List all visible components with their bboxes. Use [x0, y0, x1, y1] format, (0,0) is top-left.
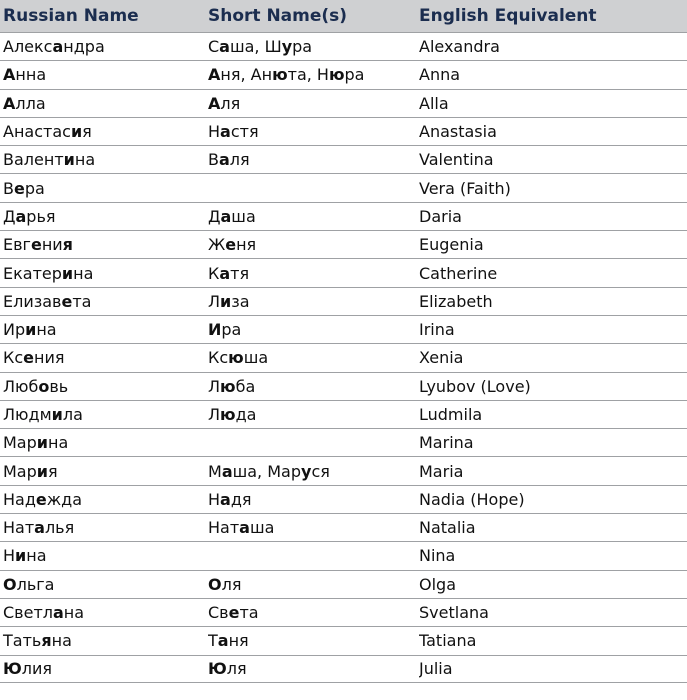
short-name-cell: Саша, Шура [208, 37, 313, 57]
short-name-cell: Валя [208, 150, 250, 170]
stressed-letter: а [34, 518, 45, 538]
stressed-letter: ю [228, 348, 244, 368]
stressed-letter: а [52, 37, 64, 57]
table-row [0, 513, 687, 541]
header-english-equivalent: English Equivalent [419, 6, 597, 26]
stressed-letter: и [36, 461, 48, 481]
stressed-letter: ю [328, 65, 345, 85]
stressed-letter: а [217, 631, 229, 651]
header-short-names: Short Name(s) [208, 6, 348, 26]
russian-name-cell: Ксения [3, 348, 65, 368]
english-equivalent-cell: Valentina [419, 150, 494, 170]
english-equivalent-cell: Irina [419, 320, 455, 340]
stressed-letter: у [281, 37, 293, 57]
short-name-cell: Оля [208, 574, 242, 594]
english-equivalent-cell: Natalia [419, 518, 476, 538]
short-name-cell: Лиза [208, 291, 250, 311]
short-name-cell: Маша, Маруся [208, 461, 330, 481]
short-name-cell: Аня, Анюта, Нюра [208, 65, 365, 85]
short-name-cell: Люда [208, 405, 257, 424]
short-name-cell: Женя [208, 235, 257, 255]
table-row [0, 60, 687, 88]
russian-name-cell: Ирина [3, 320, 57, 340]
table-row [0, 173, 687, 201]
table-row [0, 89, 687, 117]
table-row [0, 456, 687, 484]
russian-name-cell: Анастасия [3, 122, 92, 142]
short-name-cell: Даша [208, 206, 256, 226]
russian-name-cell: Татьяна [3, 631, 72, 651]
russian-name-cell: Марина [3, 433, 69, 453]
stressed-letter: е [13, 178, 25, 198]
english-equivalent-cell: Alla [419, 93, 449, 113]
stressed-letter: ю [272, 65, 288, 85]
english-equivalent-cell: Nadia (Hope) [419, 489, 525, 509]
short-name-cell: Ксюша [208, 348, 269, 368]
short-name-cell: Настя [208, 122, 259, 142]
russian-name-cell: Людмила [3, 405, 83, 424]
english-equivalent-cell: Lyubov (Love) [419, 376, 531, 396]
russian-name-cell: Наталья [3, 518, 75, 538]
stressed-letter: а [218, 150, 230, 170]
stressed-letter: е [23, 348, 35, 368]
stressed-letter: я [41, 631, 52, 651]
table-row [0, 598, 687, 626]
english-equivalent-cell: Tatiana [419, 631, 477, 651]
table-body [0, 32, 687, 683]
stressed-letter: а [53, 603, 64, 623]
english-equivalent-cell: Elizabeth [419, 291, 493, 311]
table-row [0, 287, 687, 315]
stressed-letter: е [225, 235, 237, 255]
stressed-letter: е [35, 489, 47, 509]
english-equivalent-cell: Julia [419, 659, 453, 679]
stressed-letter: а [239, 518, 250, 538]
russian-name-cell: Нина [3, 546, 47, 566]
stressed-letter: и [51, 405, 63, 424]
english-equivalent-cell: Anna [419, 65, 461, 85]
table-header [0, 0, 687, 32]
stressed-letter: е [228, 603, 240, 623]
english-equivalent-cell: Daria [419, 206, 462, 226]
russian-name-cell: Вера [3, 178, 45, 198]
russian-name-cell: Валентина [3, 150, 96, 170]
short-name-cell: Надя [208, 489, 252, 509]
stressed-letter: И [208, 320, 222, 340]
english-equivalent-cell: Alexandra [419, 37, 500, 57]
table-row [0, 145, 687, 173]
stressed-letter: А [208, 65, 221, 85]
stressed-letter: и [70, 122, 83, 142]
stressed-letter: я [62, 235, 73, 255]
header-russian-name: Russian Name [3, 6, 139, 26]
english-equivalent-cell: Nina [419, 546, 456, 566]
short-name-cell: Катя [208, 263, 250, 283]
stressed-letter: и [25, 320, 37, 340]
english-equivalent-cell: Marina [419, 433, 474, 453]
stressed-letter: а [220, 489, 231, 509]
english-equivalent-cell: Anastasia [419, 122, 497, 142]
table-row [0, 202, 687, 230]
english-equivalent-cell: Xenia [419, 348, 464, 368]
stressed-letter: а [15, 206, 27, 226]
table-row [0, 372, 687, 400]
stressed-letter: ю [220, 405, 236, 424]
short-name-cell: Аля [208, 93, 241, 113]
stressed-letter: и [220, 291, 232, 311]
english-equivalent-cell: Eugenia [419, 235, 484, 255]
russian-name-cell: Светлана [3, 603, 85, 623]
short-name-cell: Наташа [208, 518, 275, 538]
table-row [0, 343, 687, 371]
table-row [0, 428, 687, 456]
english-equivalent-cell: Maria [419, 461, 464, 481]
table-row [0, 258, 687, 286]
table-row [0, 570, 687, 598]
stressed-letter: и [15, 546, 27, 566]
stressed-letter: е [30, 235, 42, 255]
stressed-letter: А [3, 65, 16, 85]
stressed-letter: О [3, 574, 17, 594]
table-row [0, 485, 687, 513]
russian-name-cell: Алла [3, 93, 46, 113]
stressed-letter: а [220, 122, 231, 142]
stressed-letter: Ю [3, 659, 22, 679]
stressed-letter: О [208, 574, 222, 594]
stressed-letter: и [61, 263, 74, 283]
english-equivalent-cell: Ludmila [419, 405, 483, 424]
russian-name-cell: Ольга [3, 574, 55, 594]
table-row [0, 655, 687, 683]
russian-name-cell: Елизавета [3, 291, 92, 311]
russian-name-cell: Екатерина [3, 263, 94, 283]
russian-name-cell: Евгения [3, 235, 73, 255]
stressed-letter: ю [220, 376, 236, 396]
short-name-cell: Юля [208, 659, 247, 679]
russian-name-cell: Дарья [3, 206, 56, 226]
english-equivalent-cell: Vera (Faith) [419, 178, 511, 198]
stressed-letter: е [61, 291, 73, 311]
table-row [0, 541, 687, 569]
english-equivalent-cell: Svetlana [419, 603, 489, 623]
stressed-letter: Ю [208, 659, 227, 679]
short-name-cell: Таня [208, 631, 249, 651]
table-row [0, 230, 687, 258]
russian-name-cell: Александра [3, 37, 105, 57]
english-equivalent-cell: Olga [419, 574, 456, 594]
stressed-letter: о [38, 376, 50, 396]
stressed-letter: а [221, 461, 233, 481]
stressed-letter: у [301, 461, 312, 481]
table-row [0, 315, 687, 343]
short-name-cell: Ира [208, 320, 242, 340]
stressed-letter: и [63, 150, 75, 170]
russian-name-cell: Мария [3, 461, 58, 481]
english-equivalent-cell: Catherine [419, 263, 498, 283]
table-row [0, 626, 687, 654]
stressed-letter: А [208, 93, 221, 113]
russian-name-cell: Надежда [3, 489, 83, 509]
table-row [0, 117, 687, 145]
stressed-letter: а [220, 206, 232, 226]
russian-name-cell: Анна [3, 65, 47, 85]
russian-name-cell: Любовь [3, 376, 69, 396]
table-row [0, 32, 687, 60]
stressed-letter: А [3, 93, 16, 113]
table-row [0, 400, 687, 428]
stressed-letter: и [36, 433, 48, 453]
stressed-letter: а [219, 263, 231, 283]
short-name-cell: Света [208, 603, 259, 623]
russian-name-cell: Юлия [3, 659, 53, 679]
stressed-letter: а [219, 37, 230, 57]
short-name-cell: Люба [208, 376, 256, 396]
